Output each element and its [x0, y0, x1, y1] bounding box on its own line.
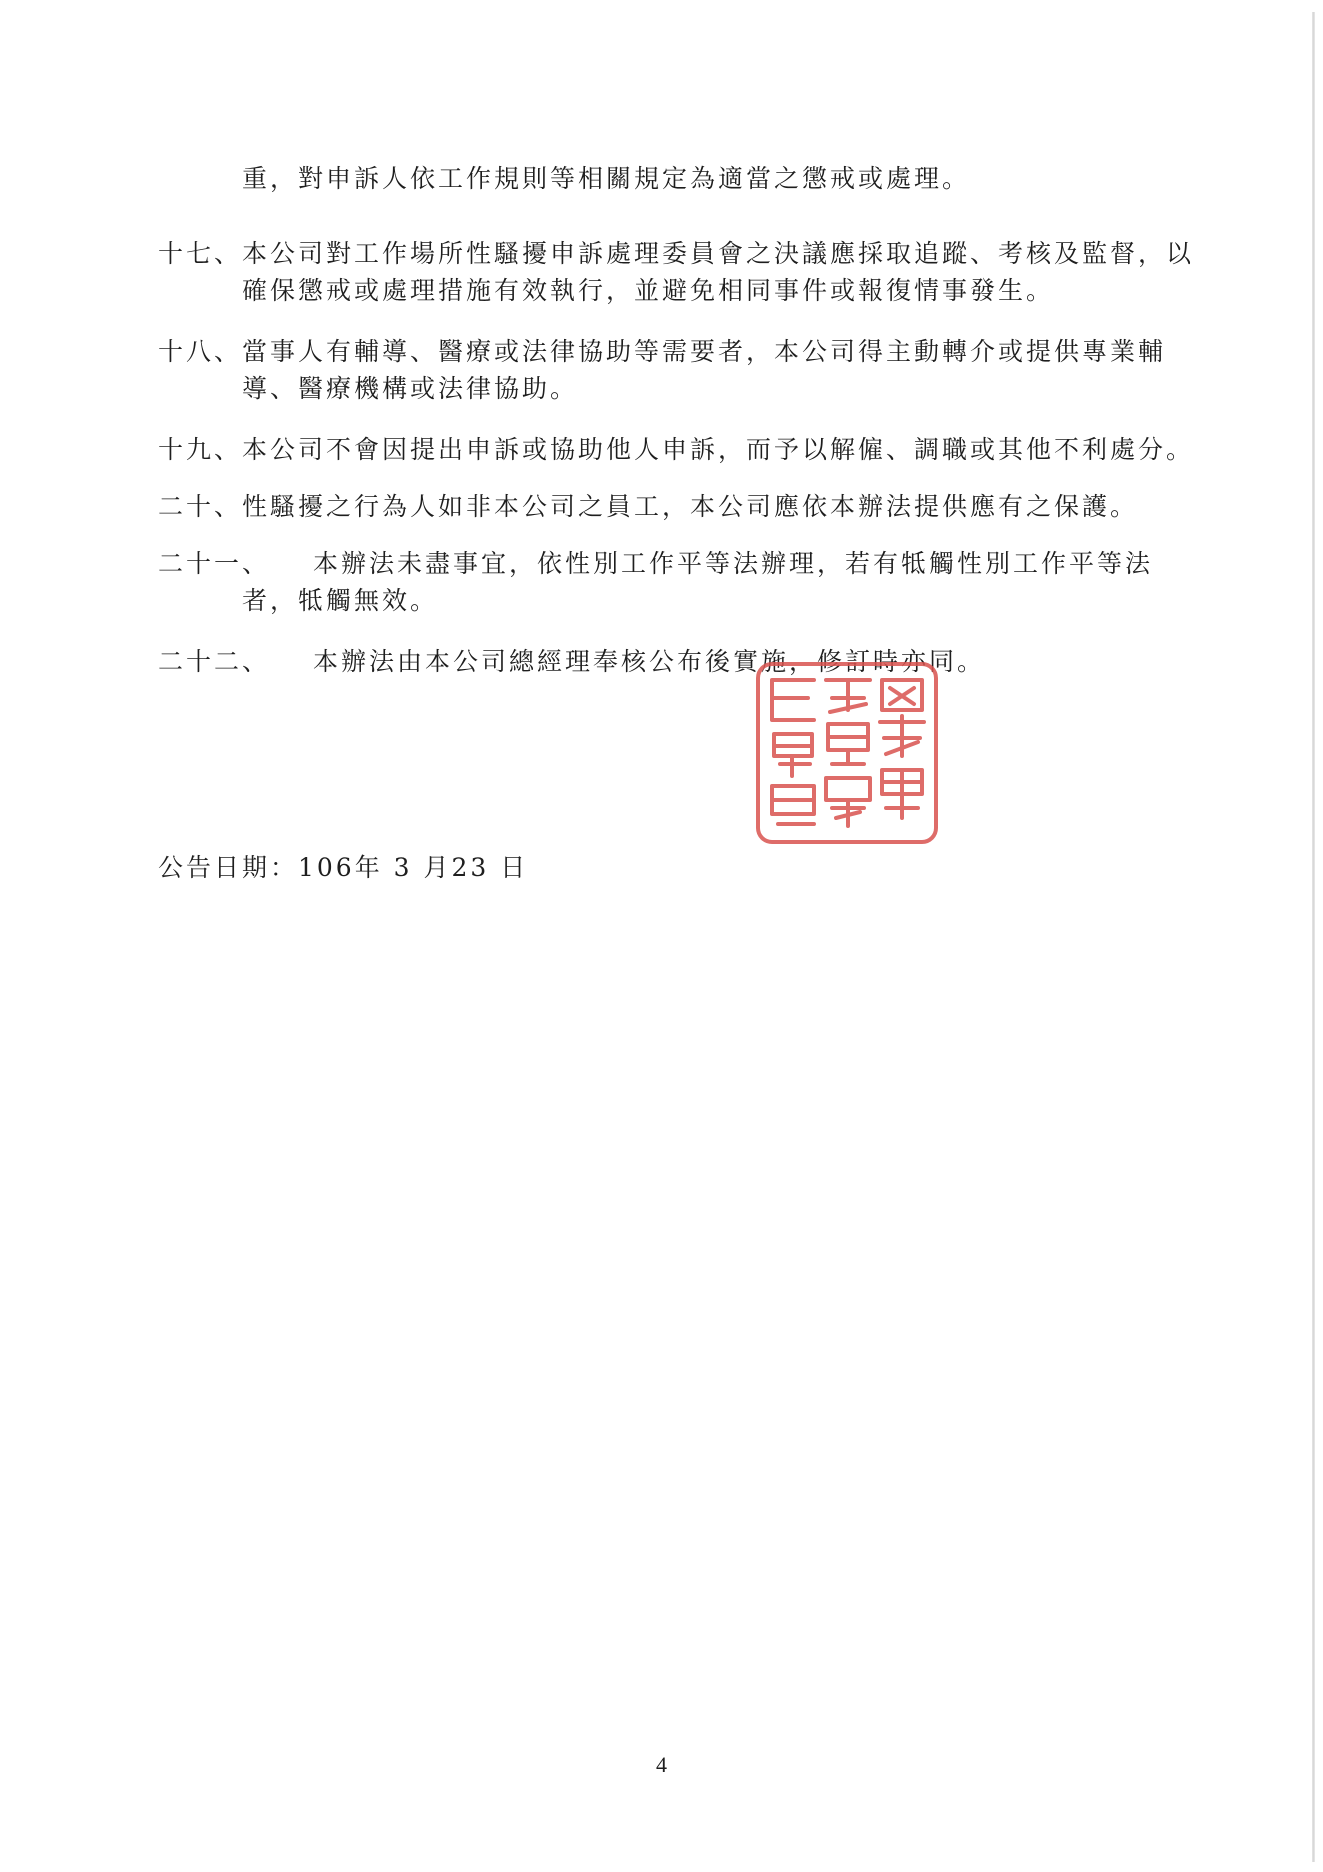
clause-18-line-2: 導、醫療機構或法律協助。: [242, 374, 579, 403]
clause-21-line-2: 者，牴觸無效。: [242, 586, 439, 615]
clause-number: 二十一、: [158, 549, 271, 578]
clause-18-line-1: [158, 333, 1167, 370]
document-body: [158, 160, 1195, 680]
clause-22: [158, 643, 1148, 680]
company-seal-icon: [752, 658, 942, 848]
page-number: 4: [656, 1752, 667, 1777]
clause-19-line-1: [158, 431, 1195, 468]
clause-text: 本辦法由本公司總經理奉核公布後實施，修訂時亦同。: [313, 647, 986, 676]
scan-edge-line: [1312, 12, 1315, 1862]
clause-text: 本公司對工作場所性騷擾申訴處理委員會之決議應採取追蹤、考核及監督，以: [242, 239, 1195, 268]
clause-17: [158, 235, 1195, 309]
continuation-line: 重，對申訴人依工作規則等相關規定為適當之懲戒或處理。: [242, 164, 971, 193]
clause-number: 十八、: [158, 337, 243, 366]
clause-21: [158, 545, 1154, 619]
clause-17-line-1: [158, 235, 1195, 272]
clause-18: [158, 333, 1167, 407]
clause-21-line-1: [158, 545, 1154, 582]
clause-22-line-1: [158, 643, 1148, 680]
clause-20-line-1: [158, 488, 1148, 525]
announcement-date: 公告日期：106年 3 月23 日: [158, 853, 529, 882]
clause-text: 本辦法未盡事宜，依性別工作平等法辦理，若有牴觸性別工作平等法: [313, 549, 1154, 578]
clause-text: 性騷擾之行為人如非本公司之員工，本公司應依本辦法提供應有之保護。: [242, 492, 1139, 521]
continuation-paragraph: [158, 160, 1148, 197]
clause-number: 二十二、: [158, 647, 271, 676]
clause-number: 十九、: [158, 435, 243, 464]
clause-text: 本公司不會因提出申訴或協助他人申訴，而予以解僱、調職或其他不利處分。: [242, 435, 1195, 464]
clause-17-line-2: 確保懲戒或處理措施有效執行，並避免相同事件或報復情事發生。: [242, 276, 1055, 305]
clause-text: 當事人有輔導、醫療或法律協助等需要者，本公司得主動轉介或提供專業輔: [242, 337, 1167, 366]
clause-number: 十七、: [158, 239, 243, 268]
clause-number: 二十、: [158, 492, 243, 521]
clause-20: [158, 488, 1148, 525]
clause-19: [158, 431, 1195, 468]
